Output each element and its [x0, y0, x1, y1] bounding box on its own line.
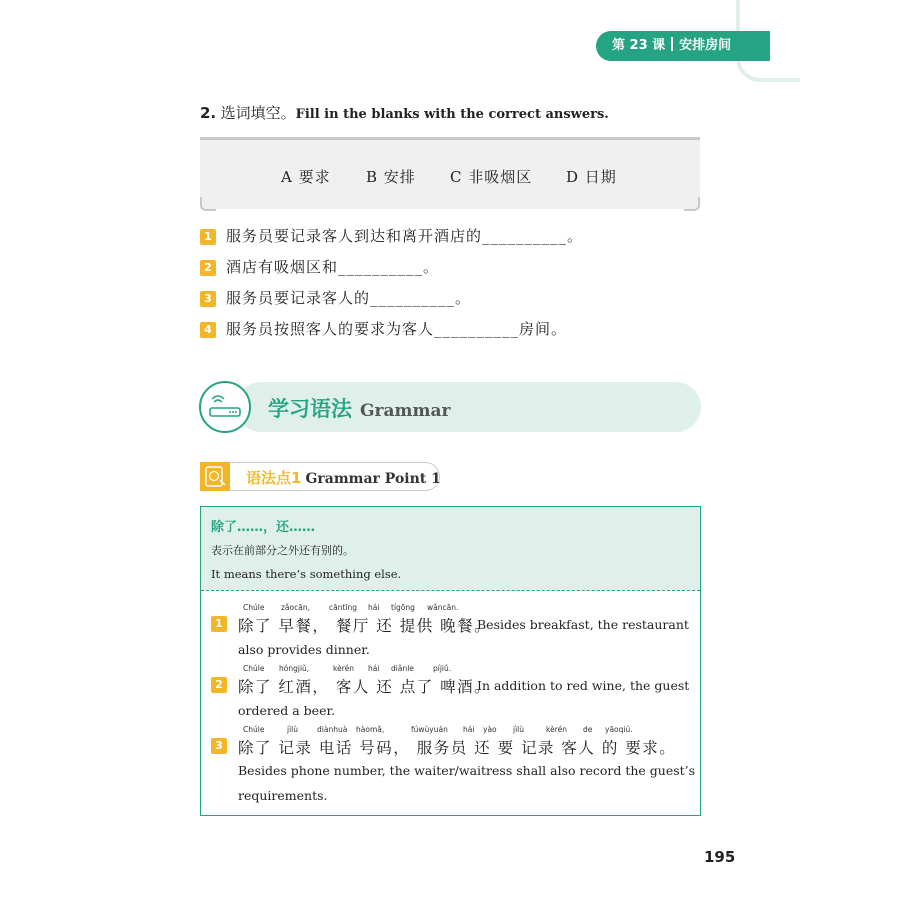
question-row	[200, 256, 439, 278]
word-option-c: C 非吸烟区	[450, 168, 533, 186]
pinyin: jìlù	[513, 725, 525, 734]
explanation-zh: 表示在前部分之外还有别的。	[211, 544, 354, 557]
exercise-title-en: Fill in the blanks with the correct answers.	[295, 107, 609, 122]
example-en: requirements.	[238, 788, 328, 803]
pinyin: kèrén	[546, 725, 567, 734]
example-number-badge: 1	[211, 616, 227, 632]
pinyin: Chúle	[243, 664, 265, 673]
pinyin: zǎocān,	[281, 603, 310, 612]
example-hanzi: 除了 记录 电话 号码， 服务员 还 要 记录 客人 的 要求。	[238, 739, 677, 757]
page-number: 195	[704, 848, 736, 866]
example-en: Besides breakfast, the restaurant	[477, 617, 689, 632]
question-number-badge: 3	[200, 291, 216, 307]
pinyin: hái	[368, 603, 380, 612]
exercise-title	[200, 102, 609, 123]
question-number-badge: 4	[200, 322, 216, 338]
example-hanzi: 除了 红酒， 客人 还 点了 啤酒。	[238, 678, 492, 696]
question-row	[200, 287, 471, 309]
pinyin: yāoqiú.	[605, 725, 633, 734]
example-number-badge: 2	[211, 677, 227, 693]
router-icon	[199, 381, 251, 433]
grammar-point-zh: 语法点1	[246, 469, 302, 487]
question-number-badge: 2	[200, 260, 216, 276]
pinyin: hàomǎ,	[356, 725, 385, 734]
pinyin: yào	[483, 725, 497, 734]
pinyin: hái	[368, 664, 380, 673]
grammar-point-en: Grammar Point 1	[305, 471, 441, 487]
question-row	[200, 225, 583, 247]
pinyin: cāntīng	[329, 603, 358, 612]
example-en: also provides dinner.	[238, 642, 370, 657]
question-row	[200, 318, 567, 340]
exercise-number: 2.	[200, 104, 217, 122]
pinyin: diǎnle	[391, 664, 414, 673]
pinyin: jìlù	[287, 725, 299, 734]
word-option-b: B 安排	[366, 168, 416, 186]
grammar-title-zh: 学习语法	[268, 397, 352, 421]
question-number-badge: 1	[200, 229, 216, 245]
question-text: 服务员要记录客人到达和离开酒店的__________。	[226, 227, 584, 245]
example-en: Besides phone number, the waiter/waitress shall also record the guest’s	[238, 763, 696, 778]
question-text: 酒店有吸烟区和__________。	[226, 258, 440, 276]
pinyin: Chúle	[243, 603, 265, 612]
word-bank	[200, 137, 700, 209]
pinyin: Chúle	[243, 725, 265, 734]
pinyin: fúwùyuán	[411, 725, 448, 734]
grammar-explanation	[201, 507, 700, 591]
pinyin: hóngjiǔ,	[279, 664, 310, 673]
pinyin: tígōng	[391, 603, 415, 612]
grammar-pattern: 除了……，还……	[211, 520, 316, 535]
pinyin: hái	[463, 725, 475, 734]
example-en: In addition to red wine, the guest	[477, 678, 690, 693]
lesson-tab	[596, 31, 770, 61]
word-option-a: A 要求	[281, 168, 331, 186]
example-hanzi: 除了 早餐， 餐厅 还 提供 晚餐。	[238, 617, 492, 635]
pinyin: wǎncān.	[427, 603, 459, 612]
grammar-point-label	[246, 467, 441, 488]
grammar-section-title	[268, 393, 450, 423]
question-text: 服务员要记录客人的__________。	[226, 289, 472, 307]
question-text: 服务员按照客人的要求为客人__________房间。	[226, 320, 568, 338]
pinyin: kèrén	[333, 664, 354, 673]
example-number-badge: 3	[211, 738, 227, 754]
exercise-title-zh: 选词填空。	[220, 104, 296, 122]
bracket-right	[684, 197, 700, 211]
lesson-separator	[671, 37, 673, 51]
lesson-title: 安排房间	[679, 38, 732, 53]
grammar-note-icon	[200, 462, 230, 491]
grammar-box	[200, 506, 701, 816]
bracket-left	[200, 197, 216, 211]
lesson-label: 第 23 课	[612, 38, 666, 53]
pinyin: píjiǔ.	[433, 664, 452, 673]
word-option-d: D 日期	[566, 168, 617, 186]
pinyin: diànhuà	[317, 725, 348, 734]
grammar-title-en: Grammar	[360, 401, 451, 421]
pinyin: de	[583, 725, 593, 734]
example-en: ordered a beer.	[238, 703, 336, 718]
explanation-en: It means there’s something else.	[211, 567, 402, 581]
